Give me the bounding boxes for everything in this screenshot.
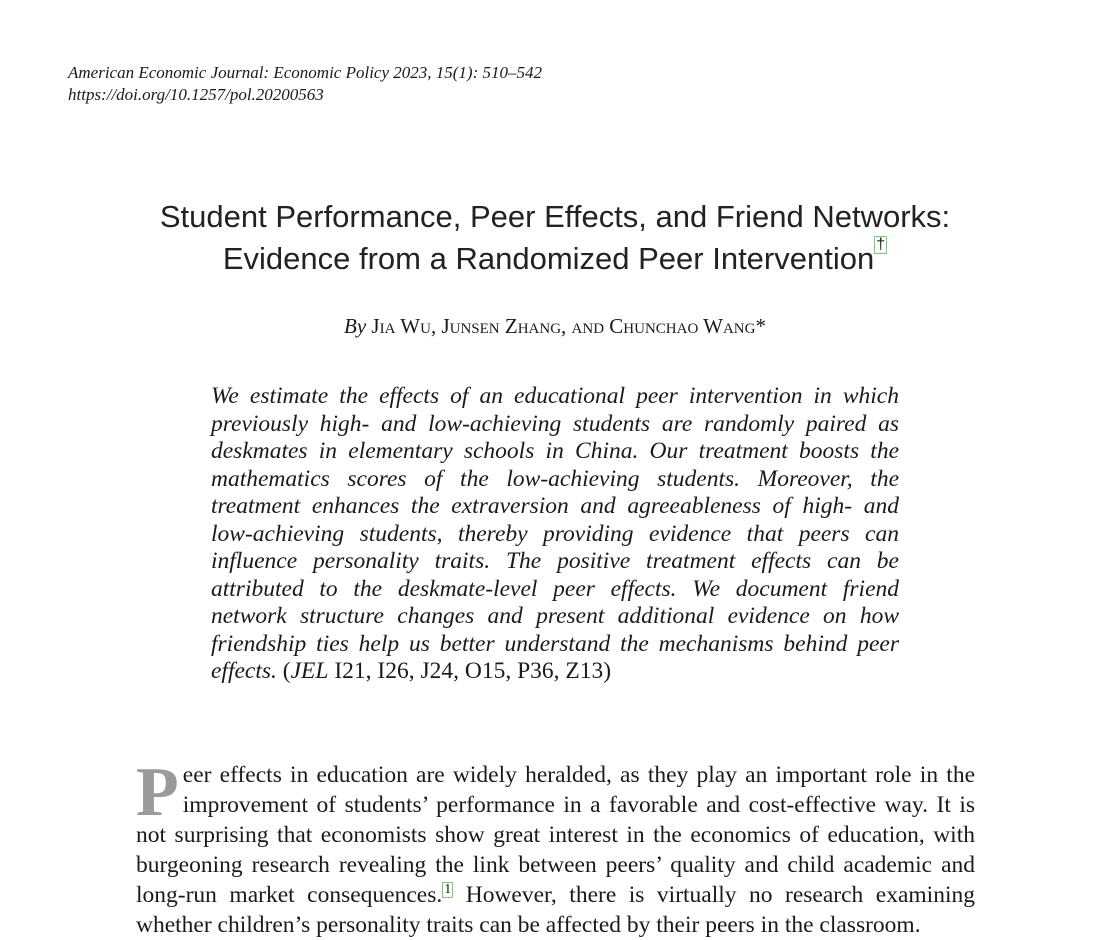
title-line-1: Student Performance, Peer Effects, and Friend Networks:: [159, 199, 951, 234]
jel-open-paren: (: [276, 658, 291, 684]
drop-cap: P: [136, 754, 179, 831]
title-line-2-text: Evidence from a Randomized Peer Intervention: [222, 241, 875, 276]
abstract: [211, 383, 899, 686]
author-name-1: Jia Wu: [371, 314, 431, 338]
author-name-3: Chunchao Wang: [609, 314, 756, 338]
author-footnote-mark: *: [755, 314, 766, 338]
footnote-link-1[interactable]: 1: [444, 882, 452, 897]
abstract-text: We estimate the effects of an educational peer intervention in which previously high- and low-achieving students are randomly paired as deskmates in elementary schools in China. Our treatment boosts the mathematics scores of the low-achieving students. Moreover, the treatment enhances the extraversion and agreeableness of high- and low-achieving students, thereby providing evidence that peers can influence personality traits. The positive treatment effects can be attributed to the deskmate-level peer effects. We document friend network structure changes and present additional evidence on how friendship ties help us better understand the mechanisms behind peer effects.: [211, 383, 899, 684]
author-line: [0, 312, 1110, 340]
journal-header: [68, 62, 542, 106]
jel-label: JEL: [290, 658, 329, 684]
paper-title: [0, 196, 1110, 280]
body-paragraph: [136, 754, 975, 940]
jel-code-list: I21, I26, J24, O15, P36, Z13): [328, 658, 612, 684]
journal-citation: American Economic Journal: Economic Policy 2023, 15(1): 510–542: [68, 63, 542, 82]
author-name-2: Junsen Zhang: [441, 314, 562, 338]
doi-link[interactable]: https://doi.org/10.1257/pol.20200563: [68, 85, 324, 104]
author-separator-2: , and: [561, 314, 610, 338]
by-label: By: [344, 314, 367, 338]
title-line-2: [0, 238, 1110, 280]
body-text-part-1: eer effects in education are widely heralded, as they play an important role in the improvement of students’ performance in a favorable and cost-effective way. It is not surprising that economists show great interest in the economics of education, with burgeoning research revealing the link between peers’ quality and child academic and long-run market consequences.: [136, 762, 975, 908]
title-footnote-link[interactable]: †: [876, 236, 886, 253]
author-separator-1: ,: [430, 314, 442, 338]
body-text-part-2: However, there is virtually no research examining whether children’s personality traits can be affected by their peers in the classroom.: [136, 882, 975, 938]
jel-codes: [277, 658, 611, 684]
